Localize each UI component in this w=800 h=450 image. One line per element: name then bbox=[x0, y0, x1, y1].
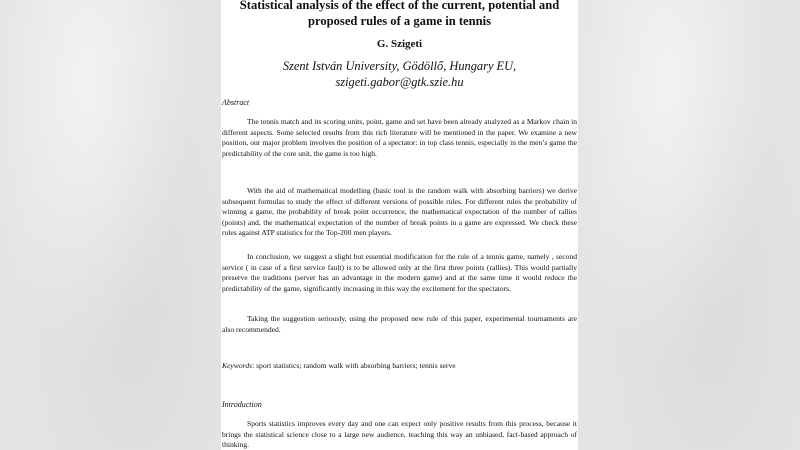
author-affiliation bbox=[221, 58, 578, 90]
author-email: szigeti.gabor@gtk.szie.hu bbox=[335, 75, 464, 89]
abstract-paragraph-4: Taking the suggestion seriously, using the proposed new rule of this paper, experimental tournaments are also recommended. bbox=[222, 314, 577, 334]
introduction-paragraph: Sports statistics improves every day and one can expect only positive results from this process, because it brings the statistical science close to a large new audience, teaching this way an unbiased, fact-based approach of thinking. bbox=[222, 419, 577, 450]
keywords-line bbox=[222, 361, 456, 370]
background-right bbox=[578, 0, 800, 450]
abstract-paragraph-2: With the aid of mathematical modelling (basic tool is the random walk with absorbing barriers) we derive subsequent formulas to study the effect of different versions of possible rules. For different rules the probability of winning a game, the probability of break point occurrence, the mathematical expectation of the number of rallies (points) and, the mathematical expectation of the number of break points in a game are expressed. We check these rules against ATP statistics for the Top-200 men players. bbox=[222, 186, 577, 238]
abstract-paragraph-1: The tennis match and its scoring units, point, game and set have been already analyzed as a Markov chain in different aspects. Some selected results from this rich literature will be mentioned in the paper. We examine a new position, our major problem involves the position of a spectator: in top class tennis, especially in the men’s game the predictability of the core unit, the game is too high. bbox=[222, 117, 577, 158]
title-line-1: Statistical analysis of the effect of the current, potential and bbox=[239, 0, 560, 12]
keywords-label: Keywords bbox=[222, 361, 253, 370]
keywords-text: : sport statistics; random walk with absorbing barriers; tennis serve bbox=[252, 361, 456, 370]
abstract-heading: Abstract bbox=[222, 98, 250, 107]
introduction-heading: Introduction bbox=[222, 400, 262, 409]
abstract-paragraph-3: In conclusion, we suggest a slight but essential modification for the rule of a tennis game, namely , second service ( in case of a first service fault) is to be allowed only at the first three points (rallies). This would partially preserve the traditions (server has an advantage in the modern game) and at the same time it would reduce the predictability of the game, significantly increasing in this way the excitement for the spectators. bbox=[222, 252, 577, 293]
document-page bbox=[221, 0, 578, 450]
paper-title bbox=[221, 0, 578, 29]
author-name: G. Szigeti bbox=[376, 38, 423, 50]
background-left bbox=[0, 0, 221, 450]
affiliation-line: Szent István University, Gödöllő, Hungary EU, bbox=[282, 59, 517, 73]
title-line-2: proposed rules of a game in tennis bbox=[307, 14, 492, 28]
